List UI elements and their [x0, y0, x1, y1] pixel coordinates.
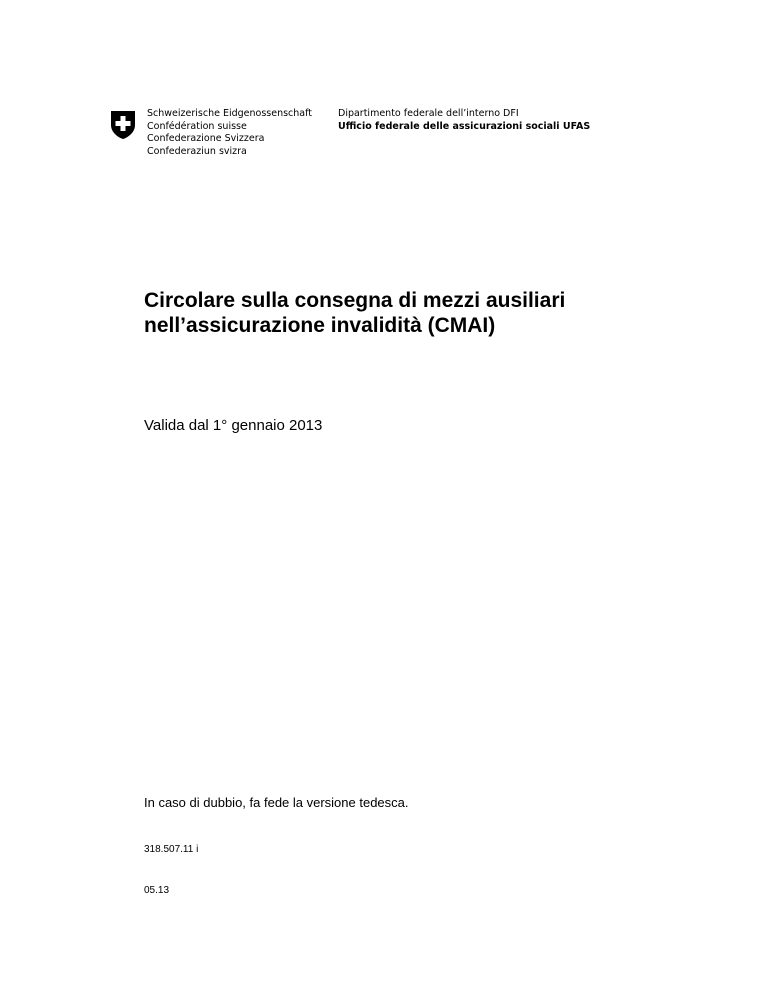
title-line-2: nell’assicurazione invalidità (CMAI): [144, 314, 496, 337]
edition-date: 05.13: [144, 885, 170, 896]
title-line-1: Circolare sulla consegna di mezzi ausiliari: [144, 289, 566, 312]
document-title: [144, 288, 704, 338]
confederation-name-fr: Confédération suisse: [147, 120, 247, 132]
confederation-names: [147, 108, 312, 158]
office-name: Ufficio federale delle assicurazioni sociali UFAS: [338, 120, 591, 132]
document-code: 318.507.11 i: [144, 844, 199, 855]
confederation-name-it: Confederazione Svizzera: [147, 133, 265, 144]
department-name: Dipartimento federale dell’interno DFI: [338, 108, 519, 119]
validity-date: Valida dal 1° gennaio 2013: [144, 417, 323, 434]
confederation-name-rm: Confederaziun svizra: [147, 145, 247, 157]
swiss-coat-of-arms-icon: [110, 110, 136, 140]
department-block: [338, 108, 590, 133]
confederation-name-de: Schweizerische Eidgenossenschaft: [147, 108, 313, 119]
language-note: In caso di dubbio, fa fede la versione tedesca.: [144, 795, 409, 810]
